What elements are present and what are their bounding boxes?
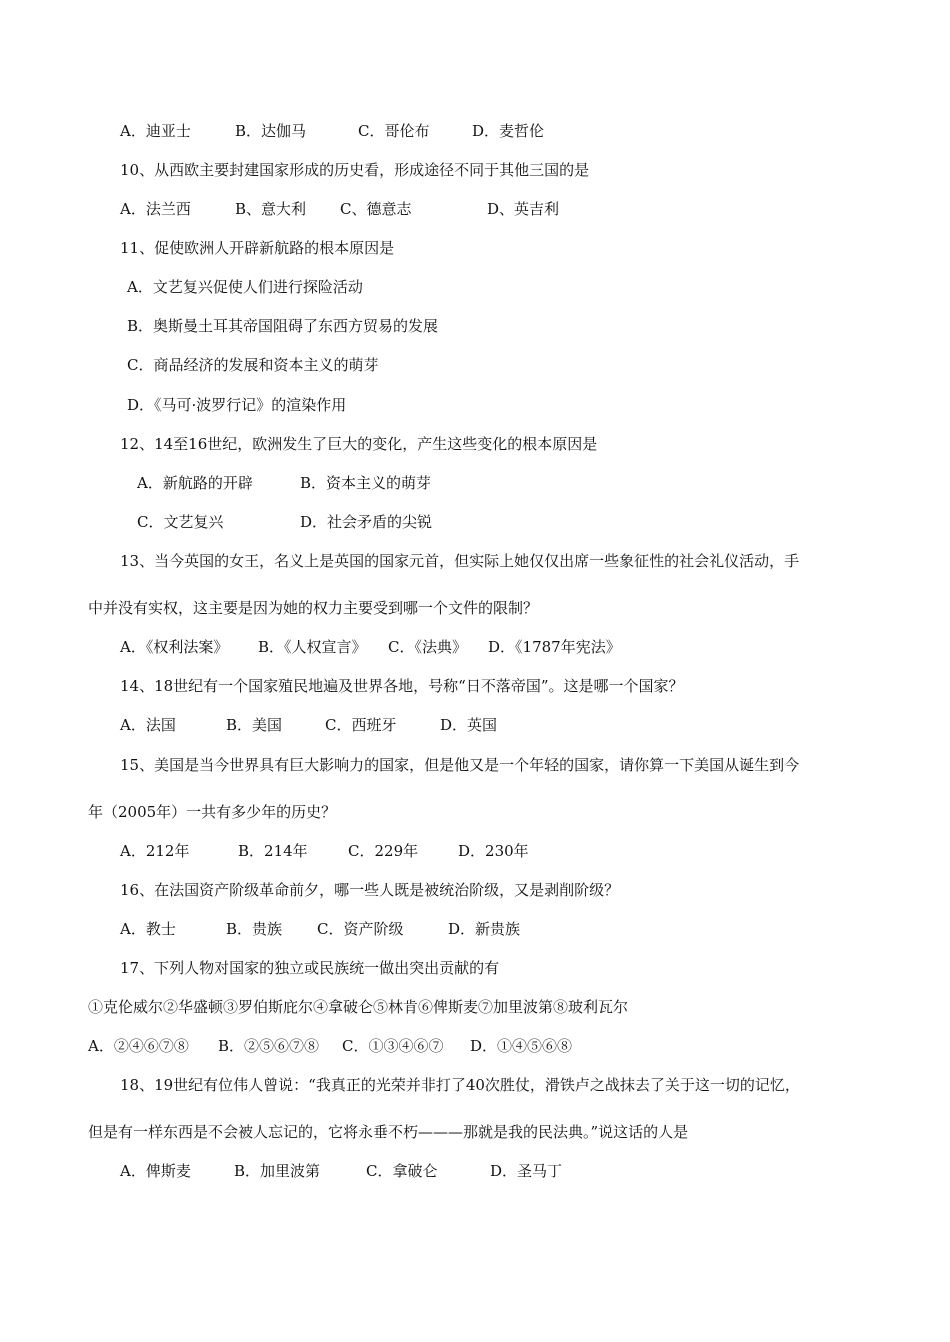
q11-option-a: A．文艺复兴促使人们进行探险活动 [127,278,363,296]
q17-option-c: C．①③④⑥⑦ [342,1037,444,1055]
q17-option-a: A．②④⑥⑦⑧ [88,1037,189,1055]
q13-option-b: B．《人权宣言》 [258,638,367,656]
q16-option-c: C．资产阶级 [317,920,404,938]
q15-option-b: B．214年 [238,842,308,860]
q13-option-d: D．《1787年宪法》 [488,638,621,656]
q12-option-c: C．文艺复兴 [137,513,224,531]
q16-option-b: B．贵族 [226,920,283,938]
q18-stem-line1: 18、19世纪有位伟人曾说：“我真正的光荣并非打了40次胜仗，滑铁卢之战抹去了关于这一切的记忆， [120,1076,800,1094]
q18-option-a: A．俾斯麦 [120,1162,191,1180]
q9-option-b: B．达伽马 [235,122,307,140]
q14-option-c: C．西班牙 [325,716,397,734]
q16-option-d: D．新贵族 [448,920,521,938]
q17-option-d: D．①④⑤⑥⑧ [470,1037,573,1055]
q17-person-list: ①克伦威尔②华盛顿③罗伯斯庇尔④拿破仑⑤林肯⑥俾斯麦⑦加里波第⑧玻利瓦尔 [88,998,629,1016]
q9-option-c: C．哥伦布 [358,122,430,140]
q18-stem-line2: 但是有一样东西是不会被人忘记的，它将永垂不朽———那就是我的民法典。”说这话的人是 [88,1123,689,1141]
q15-option-a: A．212年 [120,842,190,860]
q12-stem: 12、14至16世纪，欧洲发生了巨大的变化，产生这些变化的根本原因是 [120,435,598,453]
q13-stem-line1: 13、当今英国的女王，名义上是英国的国家元首，但实际上她仅仅出席一些象征性的社会礼仪活动，手 [120,552,800,570]
q14-option-d: D．英国 [440,716,498,734]
q15-stem-line1: 15、美国是当今世界具有巨大影响力的国家，但是他又是一个年轻的国家，请你算一下美国从诞生到今 [120,756,800,774]
q15-option-d: D．230年 [458,842,529,860]
q11-option-d: D．《马可·波罗行记》的渲染作用 [127,396,347,414]
q12-option-b: B．资本主义的萌芽 [300,474,432,492]
q11-option-b: B．奥斯曼土耳其帝国阻碍了东西方贸易的发展 [127,317,439,335]
q10-option-c: C、德意志 [340,200,412,218]
q11-option-c: C．商品经济的发展和资本主义的萌芽 [127,356,379,374]
q18-option-d: D．圣马丁 [490,1162,563,1180]
q12-option-a: A．新航路的开辟 [137,474,253,492]
q17-stem: 17、下列人物对国家的独立或民族统一做出突出贡献的有 [120,959,500,977]
q11-stem: 11、促使欧洲人开辟新航路的根本原因是 [120,239,395,257]
q15-stem-line2: 年（2005年）一共有多少年的历史？ [88,803,337,821]
q10-option-b: B、意大利 [235,200,307,218]
q9-option-a: A．迪亚士 [120,122,191,140]
q13-stem-line2: 中并没有实权，这主要是因为她的权力主要受到哪一个文件的限制？ [88,599,539,617]
q16-stem: 16、在法国资产阶级革命前夕，哪一些人既是被统治阶级，又是剥削阶级？ [120,881,620,899]
q9-option-d: D．麦哲伦 [472,122,545,140]
q14-stem: 14、18世纪有一个国家殖民地遍及世界各地，号称“日不落帝国”。这是哪一个国家？ [120,677,684,695]
q10-option-d: D、英吉利 [487,200,560,218]
q18-option-c: C．拿破仑 [366,1162,438,1180]
q15-option-c: C．229年 [348,842,419,860]
q14-option-a: A．法国 [120,716,176,734]
q18-option-b: B．加里波第 [234,1162,321,1180]
q16-option-a: A．教士 [120,920,176,938]
q17-option-b: B．②⑤⑥⑦⑧ [218,1037,320,1055]
q13-option-c: C．《法典》 [388,638,467,656]
q12-option-d: D．社会矛盾的尖锐 [300,513,433,531]
q14-option-b: B．美国 [226,716,283,734]
q13-option-a: A．《权利法案》 [120,638,229,656]
q10-option-a: A．法兰西 [120,200,191,218]
q10-stem: 10、从西欧主要封建国家形成的历史看，形成途径不同于其他三国的是 [120,161,590,179]
